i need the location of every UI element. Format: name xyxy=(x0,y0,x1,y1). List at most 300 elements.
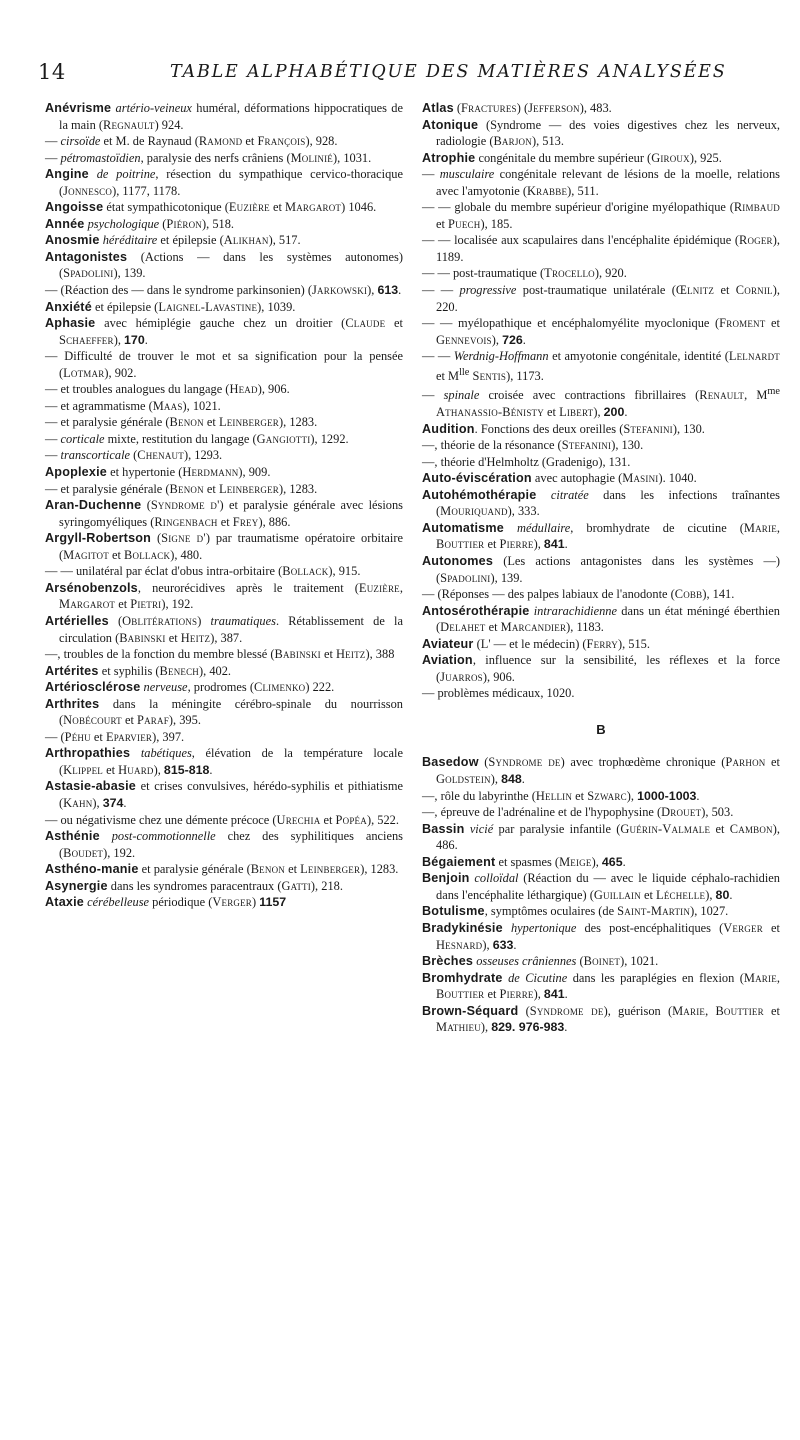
page-number: 14 xyxy=(38,60,66,84)
entry-text: ), 1177, 1178. xyxy=(112,183,181,198)
entry-text: ), 192. xyxy=(161,597,194,612)
entry-headword: Artérites xyxy=(45,663,99,678)
entry-text: et xyxy=(203,415,219,430)
bold-page-ref: 829. 976-983 xyxy=(491,1020,565,1035)
entry-text: . xyxy=(564,537,568,552)
author-name: Boudet xyxy=(63,845,104,860)
entry-text: ) 924. xyxy=(154,117,184,132)
index-entry xyxy=(45,414,403,431)
entry-text: ), xyxy=(490,772,502,787)
entry-text: — ou négativisme chez une démente précoce ( xyxy=(45,812,277,827)
author-name: Delahet xyxy=(440,620,486,635)
entry-text: ), 1021. xyxy=(620,954,659,969)
superscript-text: lle xyxy=(459,366,470,378)
author-name: Oblitérations xyxy=(122,613,198,628)
entry-text: huméral, déformations hippocratiques de la main ( xyxy=(59,101,403,132)
entry-text: et xyxy=(203,481,219,496)
entry-text: . xyxy=(696,788,700,803)
author-name: Benon xyxy=(169,415,204,430)
bold-page-ref: 200 xyxy=(603,405,625,420)
entry-text: ), 397. xyxy=(152,729,185,744)
index-entry xyxy=(45,315,403,348)
entry-text: ), 1021. xyxy=(182,398,221,413)
entry-text: ), 902. xyxy=(104,365,137,380)
entry-text: ), 517. xyxy=(268,233,301,248)
running-title: TABLE ALPHABÉTIQUE DES MATIÈRES ANALYSÉES xyxy=(170,62,727,82)
entry-text: —, troubles de la fonction du membre blessé ( xyxy=(45,647,275,662)
entry-text: , xyxy=(776,520,780,535)
author-name: Syndrome d' xyxy=(150,498,220,513)
entry-text: ), 388 xyxy=(365,647,395,662)
entry-headword: Apoplexie xyxy=(45,465,107,480)
index-entry xyxy=(45,679,403,696)
italic-text: tabétiques xyxy=(140,746,192,761)
entry-text: (Réaction du — avec le liquide céphalo-rachidien dans l'encéphalite léthargique) ( xyxy=(436,871,780,902)
entry-text: — xyxy=(422,388,444,403)
italic-text: artério-veineux xyxy=(115,101,192,115)
index-entry xyxy=(422,854,780,871)
index-entry xyxy=(45,812,403,829)
entry-text: ), 928. xyxy=(305,134,338,149)
entry-text: , xyxy=(776,970,780,985)
index-entry xyxy=(422,315,780,348)
author-name: Drouet xyxy=(661,805,702,820)
entry-headword: Arsénobenzols xyxy=(45,580,138,595)
entry-text: ), 139. xyxy=(113,266,146,281)
entry-text: — (Réponses — des palpes labiaux de l'anodonte ( xyxy=(422,587,675,602)
index-entry xyxy=(422,520,780,553)
entry-headword: Angoisse xyxy=(45,200,104,215)
index-entry xyxy=(45,613,403,646)
index-entry xyxy=(45,646,403,663)
italic-text: pétromastoïdien xyxy=(60,150,141,165)
entry-text: dans un état méningé éberthien ( xyxy=(436,603,780,635)
author-name: Juarros xyxy=(440,669,483,684)
index-entry xyxy=(45,431,403,448)
index-entry xyxy=(422,199,780,232)
entry-text: , prodromes ( xyxy=(187,680,254,695)
entry-text: ), 1173. xyxy=(506,368,544,383)
bold-page-ref: 613 xyxy=(377,283,399,298)
entry-text: et xyxy=(115,597,131,612)
author-name: Verger xyxy=(212,895,252,910)
entry-text: et M xyxy=(436,368,460,383)
entry-text: dans les infections traînantes ( xyxy=(436,487,780,519)
index-entry xyxy=(422,804,780,821)
index-entry xyxy=(45,861,403,878)
entry-text: ( xyxy=(141,498,151,513)
author-name: Heitz xyxy=(180,630,211,645)
index-entry xyxy=(422,470,780,487)
author-name: Cobb xyxy=(674,587,703,602)
entry-text xyxy=(100,829,112,843)
entry-text: ), 915. xyxy=(328,564,361,579)
entry-text: et xyxy=(436,216,449,231)
entry-text: . Fonctions des deux oreilles ( xyxy=(474,421,624,436)
entry-text: congénitale du membre supérieur ( xyxy=(475,150,652,165)
index-entry xyxy=(45,481,403,498)
entry-text: ), xyxy=(92,795,103,810)
author-name: Heitz xyxy=(336,647,366,662)
entry-text: et xyxy=(284,862,301,877)
index-entry xyxy=(422,870,780,903)
entry-text xyxy=(503,921,511,935)
entry-headword: Atrophie xyxy=(422,150,476,165)
author-name: François xyxy=(257,134,306,149)
entry-headword: Automatisme xyxy=(422,520,504,535)
entry-text: et xyxy=(765,316,780,331)
italic-text: vicié xyxy=(469,821,494,836)
entry-headword: Botulisme xyxy=(422,904,485,919)
author-name: Margarot xyxy=(285,200,342,215)
entry-text: ), 483. xyxy=(579,101,612,115)
entry-text: ), 139. xyxy=(490,570,523,585)
author-name: Guérin-Valmale xyxy=(620,821,711,836)
entry-text: et amyotonie congénitale, identité ( xyxy=(548,349,729,364)
index-entry xyxy=(45,348,403,381)
index-entry xyxy=(45,381,403,398)
index-entry xyxy=(45,563,403,580)
author-name: Benon xyxy=(169,481,204,496)
entry-text: (Syndrome — des voies digestives chez les nerveux, radiologie ( xyxy=(436,117,780,149)
author-name: Lotmar xyxy=(63,365,105,380)
index-entry xyxy=(45,133,403,150)
index-entry xyxy=(45,249,403,282)
entry-text: ), 920. xyxy=(594,266,627,281)
index-entry xyxy=(45,232,403,249)
entry-text: . xyxy=(513,937,517,952)
entry-headword: Aviateur xyxy=(422,636,474,651)
author-name: Margarot xyxy=(59,597,116,612)
entry-text: ), xyxy=(482,937,493,952)
entry-text: ), 518. xyxy=(202,216,235,231)
entry-text: et syphilis ( xyxy=(98,663,160,678)
entry-headword: Autohémothérapie xyxy=(422,487,537,502)
index-entry xyxy=(422,1003,780,1036)
entry-text: et M. de Raynaud ( xyxy=(100,134,199,149)
author-name: Péhu xyxy=(64,729,91,744)
entry-text: , paralysie des nerfs crâniens ( xyxy=(140,150,291,165)
index-entry xyxy=(422,100,780,117)
author-name: Hesnard xyxy=(436,937,483,952)
entry-text: , M xyxy=(744,388,768,403)
author-name: Jonnesco xyxy=(63,183,113,198)
bold-page-ref: 633 xyxy=(492,937,514,952)
entry-text: et xyxy=(121,713,137,728)
entry-text: par paralysie infantile ( xyxy=(493,821,621,836)
author-name: Syndrome de xyxy=(488,755,561,770)
entry-text: . xyxy=(564,1020,568,1035)
index-entry xyxy=(45,282,403,299)
author-name: Eparvier xyxy=(105,729,153,744)
author-name: Goldstein xyxy=(436,772,491,787)
entry-text: ( xyxy=(159,216,167,231)
entry-text: — xyxy=(45,150,61,165)
author-name: Claude xyxy=(345,316,386,331)
italic-text: intrarachidienne xyxy=(533,603,617,618)
italic-text: citratée xyxy=(550,487,589,502)
index-entry xyxy=(45,530,403,563)
italic-text: transcorticale xyxy=(60,448,131,463)
index-entry xyxy=(45,216,403,233)
entry-text: ), 1283. xyxy=(279,481,318,496)
author-name: Bouttier xyxy=(436,537,485,552)
entry-text: (Actions — dans les systèmes autonomes) ( xyxy=(59,249,403,281)
author-name: Verger xyxy=(723,920,763,935)
entry-text: ), xyxy=(591,854,602,869)
index-entry xyxy=(422,685,780,702)
entry-text: ) xyxy=(252,895,260,910)
entry-text: ), 402. xyxy=(199,663,232,678)
entry-text: ), 1283. xyxy=(279,415,318,430)
entry-text: ), 218. xyxy=(310,878,343,893)
author-name: Bollack xyxy=(282,564,329,579)
entry-text: ) par traumatisme opératoire orbitaire ( xyxy=(59,531,403,562)
entry-text: ( xyxy=(453,101,462,115)
author-name: Popéa xyxy=(335,812,367,827)
index-entry xyxy=(45,199,403,216)
entry-text: ), 1189. xyxy=(436,233,780,264)
entry-text: ), xyxy=(113,332,125,347)
author-name: Kahn xyxy=(63,795,93,810)
entry-text: et xyxy=(484,987,500,1002)
entry-text: et xyxy=(763,1003,780,1018)
index-entry xyxy=(45,166,403,199)
entry-text: —, théorie de la résonance ( xyxy=(422,438,562,453)
index-entry xyxy=(422,282,780,315)
author-name: Roger xyxy=(739,233,773,248)
entry-text: — et paralysie générale ( xyxy=(45,481,170,496)
entry-text: — xyxy=(422,167,440,182)
entry-text: — xyxy=(45,448,61,463)
entry-text: ), 480. xyxy=(170,547,203,562)
entry-headword: Bassin xyxy=(422,821,465,836)
entry-text: ), 1183. xyxy=(566,620,604,635)
index-entry xyxy=(422,437,780,454)
entry-text: et xyxy=(543,405,560,420)
entry-text: et xyxy=(640,887,657,902)
index-column-left xyxy=(45,100,403,911)
author-name: Gatti xyxy=(281,878,311,893)
bold-page-ref: 170 xyxy=(124,332,145,347)
author-name: Froment xyxy=(719,316,766,331)
entry-text: ), 141. xyxy=(702,587,735,602)
entry-text: ), xyxy=(491,332,503,347)
entry-text: (L' — et le médecin) ( xyxy=(473,636,587,651)
author-name: Cornil xyxy=(735,283,773,298)
italic-text: cirsoïde xyxy=(60,134,101,149)
index-entry xyxy=(422,348,780,384)
entry-headword: Asynergie xyxy=(45,878,108,893)
bold-page-ref: 465 xyxy=(601,854,623,869)
entry-text: — et troubles analogues du langage ( xyxy=(45,382,230,397)
entry-text: . xyxy=(144,332,148,347)
index-entry xyxy=(45,398,403,415)
author-name: Pierre xyxy=(499,537,534,552)
index-entry xyxy=(422,788,780,805)
italic-text: héréditaire xyxy=(102,233,158,248)
entry-headword: Bromhydrate xyxy=(422,970,503,985)
entry-text: ), 925. xyxy=(689,150,722,165)
entry-text: . xyxy=(729,887,733,902)
entry-text: mixte, restitution du langage ( xyxy=(104,431,257,446)
entry-text: avec hémiplégie gauche chez un droitier ( xyxy=(95,316,346,331)
entry-text: , xyxy=(399,580,403,595)
author-name: Hellin xyxy=(535,788,573,803)
bold-page-ref: 374 xyxy=(102,795,124,810)
author-name: Jefferson xyxy=(528,101,580,115)
entry-headword: Asthéno-manie xyxy=(45,862,139,877)
author-name: Syndrome de xyxy=(529,1003,604,1018)
entry-text: ), 511. xyxy=(567,183,599,198)
entry-text: , neurorécidives après le traitement ( xyxy=(137,580,359,595)
author-name: Fractures xyxy=(461,101,517,115)
entry-text: . xyxy=(398,283,402,298)
entry-text: ), 515. xyxy=(617,636,650,651)
author-name: Frey xyxy=(232,514,259,529)
author-name: Bollack xyxy=(124,547,171,562)
entry-text: ), 1027. xyxy=(690,904,729,919)
index-entry xyxy=(422,652,780,685)
entry-text: — — unilatéral par éclat d'obus intra-orbitaire ( xyxy=(45,564,283,579)
entry-text: (Les actions antagonistes dans les systèmes —) ( xyxy=(436,554,780,585)
index-entry xyxy=(422,586,780,603)
entry-headword: Basedow xyxy=(422,755,479,770)
index-entry xyxy=(45,828,403,861)
author-name: Parhon xyxy=(725,755,766,770)
author-name: Molinié xyxy=(290,150,333,165)
author-name: Renault xyxy=(699,388,745,403)
entry-headword: Autonomes xyxy=(422,554,494,569)
author-name: Marie xyxy=(743,520,777,535)
index-entry xyxy=(422,166,780,199)
entry-text: ) xyxy=(197,613,211,628)
entry-text: — problèmes médicaux, 1020. xyxy=(422,686,575,701)
entry-text: — — xyxy=(422,349,454,364)
index-entry xyxy=(45,729,403,746)
entry-text: et xyxy=(242,134,258,149)
entry-text: ), 1283. xyxy=(360,862,399,877)
index-entry xyxy=(45,299,403,316)
italic-text: cérébelleuse xyxy=(87,895,150,910)
author-name: Alikhan xyxy=(223,233,269,248)
italic-text: de Cicutine xyxy=(508,970,568,985)
entry-text: —, rôle du labyrinthe ( xyxy=(422,788,536,803)
entry-text: — et agrammatisme ( xyxy=(45,398,153,413)
index-entry xyxy=(45,745,403,778)
italic-text: psychologique xyxy=(87,216,160,231)
author-name: Pierre xyxy=(499,987,534,1002)
author-name: Guillain xyxy=(593,887,641,902)
author-name: Masini xyxy=(622,471,659,486)
entry-text: ( xyxy=(151,531,162,546)
entry-text: , influence sur la sensibilité, les réflexes et la force ( xyxy=(436,653,780,684)
entry-text: et xyxy=(90,729,106,744)
entry-text: ), 130. xyxy=(672,421,705,436)
entry-text: et xyxy=(103,762,119,777)
entry-text: ), xyxy=(367,283,378,298)
entry-headword: Arthropathies xyxy=(45,746,131,761)
entry-text: et hypertonie ( xyxy=(106,465,183,480)
author-name: Magitot xyxy=(63,547,109,562)
entry-headword: Brown-Séquard xyxy=(422,1003,519,1018)
entry-text: , résection du sympathique cervico-thoracique ( xyxy=(59,167,403,198)
entry-text: ), 909. xyxy=(238,465,271,480)
entry-text: — (Réaction des — dans le syndrome parkinsonien) ( xyxy=(45,283,313,298)
entry-text: ( xyxy=(108,613,123,628)
entry-text: — — xyxy=(422,283,460,298)
index-entry xyxy=(422,384,780,420)
italic-text: médullaire xyxy=(517,520,571,535)
author-name: Gennevois xyxy=(436,332,492,347)
entry-headword: Antagonistes xyxy=(45,249,128,264)
entry-headword: Asthénie xyxy=(45,829,100,844)
author-name: Mathieu xyxy=(436,1020,481,1035)
entry-headword: Artérielles xyxy=(45,613,109,628)
entry-text: et xyxy=(484,537,500,552)
superscript-text: me xyxy=(767,386,780,398)
author-name: Rimbaud xyxy=(733,200,780,215)
entry-headword: Aphasie xyxy=(45,316,96,331)
entry-text: ), xyxy=(533,537,544,552)
entry-headword: Benjoin xyxy=(422,871,470,886)
entry-text: ), 522. xyxy=(366,812,399,827)
entry-text: et xyxy=(710,821,730,836)
entry-text: et xyxy=(765,755,780,770)
author-name: Ringenbach xyxy=(154,514,218,529)
entry-headword: Atonique xyxy=(422,117,479,132)
index-entry xyxy=(45,778,403,811)
index-entries-b xyxy=(422,754,780,1035)
author-name: Climenko xyxy=(253,680,306,695)
entry-text: ), 1293. xyxy=(183,448,223,463)
author-name: Maas xyxy=(152,398,183,413)
index-entry xyxy=(422,421,780,438)
author-name: Babinski xyxy=(119,630,166,645)
entry-headword: Anosmie xyxy=(45,233,100,248)
entry-text: et épilepsie ( xyxy=(91,299,159,314)
index-entry xyxy=(45,100,403,133)
bold-page-ref: 841 xyxy=(543,987,565,1002)
entry-headword: Angine xyxy=(45,167,89,182)
entry-text: ), guérison ( xyxy=(603,1003,673,1018)
italic-text: de poitrine xyxy=(96,167,156,182)
index-entry xyxy=(422,150,780,167)
index-entry xyxy=(422,454,780,471)
author-name: Klippel xyxy=(63,762,103,777)
author-name: Herdmann xyxy=(182,465,239,480)
author-name: Benon xyxy=(250,862,285,877)
entry-text: ) ( xyxy=(516,101,529,115)
entry-text: , symptômes oculaires (de xyxy=(484,904,618,919)
index-entry xyxy=(422,636,780,653)
entry-text: ) et paralysie générale avec lésions syringomyéliques ( xyxy=(59,498,403,529)
entry-text: ( xyxy=(518,1003,530,1018)
entry-text: — ( xyxy=(45,729,65,744)
entry-text: et épilepsie ( xyxy=(157,233,224,248)
index-entry xyxy=(422,232,780,265)
entry-text: et xyxy=(485,620,501,635)
entry-headword: Brèches xyxy=(422,954,474,969)
entry-text: dans les syndromes paracentraux ( xyxy=(107,878,282,893)
entry-text: . xyxy=(622,854,626,869)
author-name: Giroux xyxy=(651,150,690,165)
italic-text: musculaire xyxy=(439,167,495,182)
index-entry xyxy=(422,117,780,150)
author-name: Chenaut xyxy=(137,448,184,463)
entry-text: ) 222. xyxy=(305,680,335,695)
author-name: Sentis xyxy=(472,368,507,383)
